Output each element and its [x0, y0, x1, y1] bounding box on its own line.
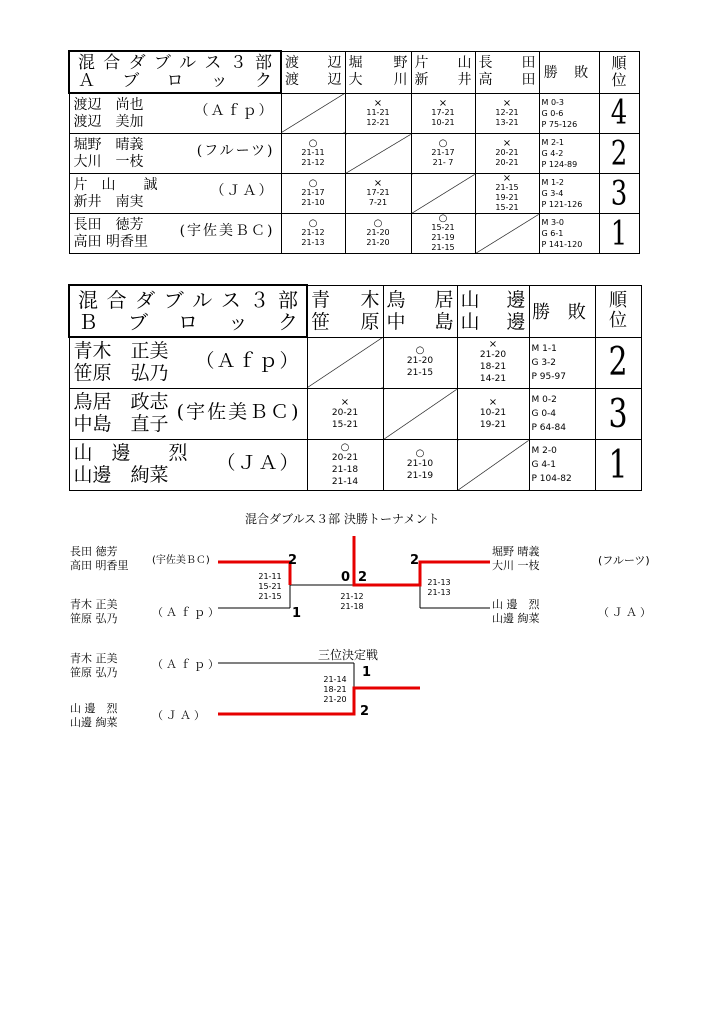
title-char: Ａ [78, 71, 95, 91]
title-char: Ｂ [78, 310, 98, 334]
final-right-top-games: 2 [410, 553, 420, 568]
final-left-top-club: (宇佐美ＢＣ) [152, 555, 210, 566]
player-2: 山邊 絢菜 [73, 464, 169, 486]
title-char: ク [278, 310, 298, 334]
title-char: ル [179, 53, 197, 73]
final-left-games: 0 [341, 570, 351, 585]
result-mark: × [373, 178, 383, 189]
game-score: 21-12 [301, 158, 325, 167]
stat-line: G 4-1 [531, 460, 557, 470]
header-char: 井 [457, 72, 472, 88]
rank-cell: 3 [595, 381, 641, 447]
final-right-top-player: 堀野 晴義 大川 一枝 [492, 545, 540, 572]
game-score: 21-15 [431, 243, 455, 252]
title-char: ス [204, 53, 222, 73]
game-score: 19-21 [495, 193, 519, 202]
third-top-club: （Ａｆｐ） [152, 658, 222, 671]
result-mark: × [438, 97, 448, 109]
final-left-bottom-club: （Ａｆｐ） [152, 606, 222, 619]
third-scores: 21-14 18-21 21-20 [323, 675, 347, 704]
block-a-rank-header: 順 位 [599, 51, 639, 93]
result-mark: ○ [308, 218, 318, 229]
header-char: 鳥 [386, 289, 406, 311]
header-char: 青 [311, 289, 331, 311]
rank-cell: 1 [599, 208, 639, 260]
stat-line: P 121-126 [541, 200, 583, 209]
title-char: 混 [78, 53, 95, 73]
third-top-player: 青木 正美 笹原 弘乃 [70, 652, 118, 679]
stat-line: M 1-1 [531, 343, 557, 354]
club-name: （Ａｆｐ） [194, 103, 275, 119]
header-char: 田 [521, 55, 536, 71]
title-char: 部 [277, 288, 298, 312]
player-2: 大川 一枝 [73, 154, 144, 170]
game-score: 10-21 [479, 407, 507, 418]
game-score: 21-14 [331, 476, 359, 487]
title-char: ダ [135, 288, 156, 312]
third-title: 三位決定戦 [318, 648, 379, 662]
game-score: 21-20 [406, 356, 434, 367]
title-char: ロ [178, 310, 198, 334]
stat-line: G 0-4 [531, 409, 557, 419]
third-bottom-games: 2 [360, 704, 370, 719]
final-left-scores: 21-11 15-21 21-15 [258, 572, 282, 601]
club-name: （ＪＡ） [210, 183, 275, 199]
game-score: 21-20 [366, 238, 390, 247]
player-1: 片 山 誠 [73, 177, 158, 193]
game-score: 20-21 [495, 158, 519, 167]
title-char: ク [255, 71, 272, 91]
club-name: (宇佐美ＢＣ) [179, 223, 275, 239]
title-char: ブ [128, 310, 148, 334]
game-score: 12-21 [366, 117, 390, 127]
game-score: 21-17 [301, 188, 325, 197]
rank-cell: 2 [599, 128, 639, 180]
player-2: 新井 南実 [73, 194, 144, 210]
result-mark: × [488, 339, 498, 351]
stat-line: P 124-89 [541, 160, 578, 169]
stat-line: G 0-6 [541, 108, 564, 118]
result-mark: ○ [415, 447, 425, 459]
header-char: 堀 [348, 55, 363, 71]
title-char: ッ [210, 71, 228, 91]
header-char: 島 [434, 311, 454, 333]
rank-cell: 2 [595, 329, 641, 396]
header-char: 辺 [327, 55, 342, 71]
stat-line: P 95-97 [531, 371, 566, 382]
game-score: 19-21 [479, 419, 507, 430]
game-score: 12-21 [495, 107, 519, 117]
header-char: 邊 [506, 289, 526, 311]
result-mark: ○ [415, 345, 425, 357]
stat-line: M 2-1 [541, 138, 565, 147]
player-1: 青木 正美 [73, 340, 169, 362]
header-char: 川 [393, 72, 408, 88]
game-score: 21-15 [406, 368, 434, 379]
game-score: 15-21 [431, 223, 455, 232]
game-score: 11-21 [366, 107, 390, 117]
header-char: 大 [348, 72, 363, 88]
stat-line: M 2-0 [531, 446, 557, 456]
stat-line: G 4-2 [541, 149, 564, 158]
game-score: 21-15 [495, 183, 519, 192]
header-char: 長 [478, 55, 493, 71]
game-score: 21-10 [301, 198, 325, 207]
player-2: 高田 明香里 [73, 234, 148, 250]
game-score: 21-20 [366, 228, 390, 237]
game-score: 20-21 [331, 407, 359, 418]
result-mark: ○ [340, 441, 350, 453]
header-char: 中 [386, 311, 406, 333]
player-1: 長田 徳芳 [73, 217, 144, 233]
game-score: 21-18 [331, 464, 359, 475]
player-2: 笹原 弘乃 [73, 362, 169, 384]
header-char: 山 [460, 311, 480, 333]
game-score: 21-20 [479, 350, 507, 361]
game-score: 14-21 [479, 374, 507, 385]
game-score: 21-17 [431, 148, 455, 157]
club-name: (宇佐美ＢＣ) [176, 401, 301, 423]
final-right-bottom-player: 山 邊 烈 山邊 絢菜 [492, 598, 540, 625]
rank-cell: 1 [595, 432, 641, 498]
header-char: 高 [478, 72, 493, 88]
stat-line: G 3-2 [531, 357, 557, 368]
game-score: 18-21 [479, 362, 507, 373]
game-score: 7-21 [368, 198, 388, 207]
title-char: ３ [249, 288, 270, 312]
third-bottom-player: 山 邊 烈 山邊 絢菜 [70, 702, 118, 729]
third-bottom-club: （ＪＡ） [152, 709, 208, 722]
stat-line: G 6-1 [541, 229, 564, 238]
final-scores: 21-12 21-18 [340, 592, 364, 611]
header-char: 山 [460, 289, 480, 311]
stat-line: P 104-82 [531, 474, 572, 484]
title-char: ス [220, 288, 241, 312]
final-right-scores: 21-13 21-13 [427, 578, 451, 597]
title-char: 合 [106, 288, 127, 312]
title-char: ３ [229, 53, 247, 73]
player-2: 中島 直子 [73, 413, 169, 435]
rank-cell: 4 [599, 87, 639, 140]
result-mark: × [340, 396, 350, 408]
header-char: 辺 [327, 72, 342, 88]
header-char: 田 [521, 72, 536, 88]
final-right-top-club: (フルーツ) [598, 554, 650, 567]
game-score: 17-21 [366, 188, 390, 197]
final-title: 混合ダブルス３部 決勝トーナメント [245, 512, 440, 526]
title-char: 部 [254, 53, 272, 73]
stat-line: P 75-126 [541, 119, 578, 129]
final-left-top-games: 2 [288, 553, 298, 568]
result-mark: × [502, 97, 512, 109]
title-char: ロ [166, 71, 184, 91]
header-char: 居 [434, 289, 454, 311]
result-mark: ○ [373, 218, 383, 229]
club-name: （Ａｆｐ） [195, 350, 301, 372]
game-score: 21-10 [406, 458, 434, 469]
final-left-bottom-games: 1 [292, 606, 302, 621]
player-1: 鳥居 政志 [73, 391, 169, 413]
title-char: ブ [163, 288, 184, 312]
player-1: 堀野 晴義 [73, 137, 144, 153]
result-mark: ○ [308, 178, 318, 189]
header-char: 笹 [311, 311, 331, 333]
title-char: ダ [128, 53, 146, 73]
header-char: 原 [360, 311, 380, 333]
header-char: 渡 [285, 72, 299, 88]
block-b-rank-header: 順 位 [595, 285, 641, 337]
result-mark: × [502, 138, 512, 149]
title-char: 混 [78, 288, 98, 312]
game-score: 13-21 [495, 117, 519, 127]
result-mark: × [502, 173, 512, 184]
game-score: 15-21 [331, 419, 359, 430]
game-score: 15-21 [495, 203, 519, 212]
game-score: 17-21 [431, 107, 455, 117]
title-char: ッ [228, 310, 248, 334]
header-char: 新 [414, 72, 429, 88]
bracket-winner-line [218, 688, 420, 714]
stat-line: M 0-2 [531, 395, 557, 405]
header-char: 山 [457, 55, 472, 71]
club-name: (フルーツ) [196, 143, 275, 159]
result-mark: ○ [438, 138, 448, 149]
game-score: 21-13 [301, 238, 325, 247]
game-score: 10-21 [431, 117, 455, 127]
game-score: 21-12 [301, 228, 325, 237]
player-2: 渡辺 美加 [73, 114, 144, 130]
header-char: 片 [414, 55, 429, 71]
result-mark: × [373, 97, 383, 109]
player-1: 山 邊 烈 [73, 442, 188, 464]
game-score: 21-19 [431, 233, 455, 242]
player-1: 渡辺 尚也 [73, 97, 144, 113]
club-name: （ＪＡ） [216, 452, 301, 474]
game-score: 21-19 [406, 470, 434, 481]
title-char: ブ [153, 53, 171, 73]
stat-line: M 3-0 [541, 218, 565, 227]
stat-line: M 1-2 [541, 178, 565, 187]
stat-line: M 0-3 [541, 97, 565, 107]
result-mark: ○ [438, 213, 448, 224]
bracket-winner-line [354, 536, 490, 585]
header-char: 木 [360, 289, 380, 311]
final-right-bottom-club: （ＪＡ） [598, 606, 654, 619]
title-char: ブ [122, 71, 140, 91]
block-b-wl-header: 勝 敗 [529, 285, 595, 337]
final-right-games: 2 [358, 570, 368, 585]
game-score: 21-11 [301, 148, 325, 157]
stat-line: P 141-120 [541, 240, 583, 249]
game-score: 20-21 [331, 452, 359, 463]
game-score: 20-21 [495, 148, 519, 157]
title-char: 合 [103, 53, 121, 73]
header-char: 邊 [506, 311, 526, 333]
header-char: 野 [393, 55, 408, 71]
stat-line: G 3-4 [541, 189, 564, 198]
stat-line: P 64-84 [531, 423, 566, 433]
final-left-top-player: 長田 徳芳 高田 明香里 [70, 545, 129, 572]
third-top-games: 1 [362, 665, 372, 680]
header-char: 渡 [285, 55, 299, 71]
final-left-bottom-player: 青木 正美 笹原 弘乃 [70, 598, 118, 625]
rank-cell: 3 [599, 168, 639, 220]
title-char: ル [192, 288, 213, 312]
block-a-wl-header: 勝 敗 [539, 51, 599, 93]
game-score: 21- 7 [432, 158, 454, 167]
result-mark: × [488, 396, 498, 408]
result-mark: ○ [308, 138, 318, 149]
